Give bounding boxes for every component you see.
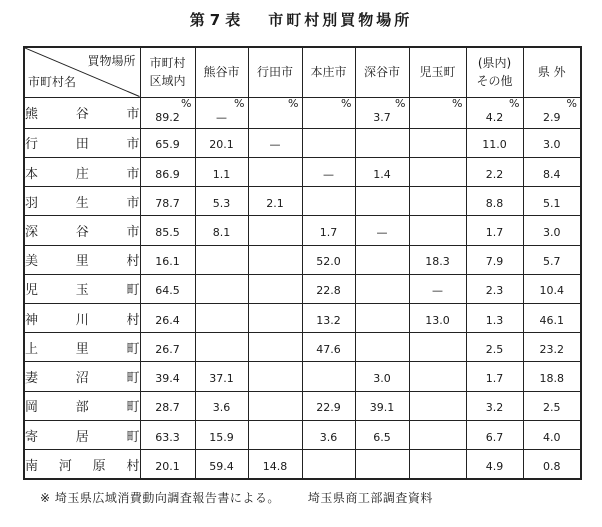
row-municipality-name: 南河原村 [24, 450, 140, 479]
table-row [24, 157, 581, 186]
corner-top-label: 買物場所 [87, 54, 136, 68]
cell-value: 2.3 [485, 284, 504, 298]
cell-value: 16.1 [155, 255, 180, 269]
percent-unit: % [181, 96, 192, 110]
value-cell [140, 450, 195, 479]
value-cell [248, 274, 302, 303]
cell-value: 6.7 [485, 430, 504, 444]
value-cell [195, 304, 248, 333]
value-cell [195, 216, 248, 245]
value-cell [302, 187, 355, 216]
value-cell [409, 97, 466, 128]
cell-value: 18.8 [539, 372, 564, 386]
row-municipality-name: 深谷市 [24, 216, 140, 245]
cell-value: — [432, 284, 443, 298]
cell-value: 1.7 [485, 226, 504, 239]
cell-value: 23.2 [539, 342, 564, 356]
value-cell [140, 128, 195, 157]
value-cell [523, 450, 581, 479]
cell-value: 3.0 [543, 138, 561, 152]
value-cell [466, 157, 523, 186]
title-prefix: 第 [189, 11, 207, 29]
percent-unit: % [509, 96, 520, 110]
row-municipality-name: 神川村 [24, 304, 140, 333]
cell-value: 2.5 [543, 401, 561, 415]
cell-value: 1.7 [319, 226, 338, 239]
value-cell [409, 304, 466, 333]
value-cell [355, 420, 409, 449]
value-cell [195, 274, 248, 303]
value-cell [355, 216, 409, 245]
cell-value: 4.2 [485, 111, 504, 125]
value-cell [466, 128, 523, 157]
cell-value: 22.9 [316, 401, 341, 415]
cell-value: — [269, 138, 281, 152]
cell-value: 2.1 [266, 196, 284, 210]
value-cell [140, 391, 195, 420]
value-cell [248, 391, 302, 420]
value-cell [409, 420, 466, 449]
table-row [24, 245, 581, 274]
value-cell [302, 333, 355, 362]
value-cell [466, 362, 523, 391]
value-cell [409, 450, 466, 479]
cell-value: 52.0 [316, 255, 341, 269]
cell-value: 1.3 [485, 313, 504, 327]
cell-value: 2.2 [485, 167, 504, 181]
value-cell [195, 97, 248, 128]
cell-value: 22.8 [316, 284, 341, 298]
row-municipality-name: 上里町 [24, 333, 140, 362]
table-row [24, 333, 581, 362]
cell-value: 11.0 [482, 138, 507, 152]
value-cell [195, 362, 248, 391]
cell-value: 3.2 [485, 401, 504, 415]
value-cell [355, 187, 409, 216]
cell-value: 8.4 [543, 167, 561, 181]
value-cell [248, 450, 302, 479]
cell-value: 4.9 [485, 459, 504, 473]
value-cell [140, 420, 195, 449]
cell-value: 18.3 [425, 255, 450, 269]
value-cell [140, 304, 195, 333]
value-cell [466, 420, 523, 449]
cell-value: 3.0 [543, 226, 561, 239]
col-header-other: (県内) その他 [466, 47, 523, 97]
value-cell [140, 187, 195, 216]
title-suffix: 表 [225, 11, 243, 29]
value-cell [248, 420, 302, 449]
value-cell [355, 97, 409, 128]
cell-value: 39.1 [369, 401, 395, 415]
cell-value: 2.9 [543, 111, 561, 125]
col-header-honjo: 本庄市 [302, 47, 355, 97]
value-cell [302, 391, 355, 420]
value-cell [302, 97, 355, 128]
footnote-mark: ※ [40, 491, 51, 505]
value-cell [523, 157, 581, 186]
value-cell [466, 245, 523, 274]
value-cell [355, 333, 409, 362]
value-cell [466, 97, 523, 128]
cell-value: 37.1 [209, 372, 234, 386]
cell-value: 20.1 [209, 138, 234, 152]
percent-unit: % [566, 96, 577, 110]
table-row [24, 187, 581, 216]
table-body [24, 97, 581, 479]
value-cell [355, 128, 409, 157]
value-cell [523, 274, 581, 303]
corner-bottom-label: 市町村名 [28, 74, 77, 89]
shopping-location-table [23, 46, 582, 480]
value-cell [248, 333, 302, 362]
cell-value: 64.5 [155, 284, 180, 298]
value-cell [523, 245, 581, 274]
value-cell [409, 391, 466, 420]
percent-unit: % [234, 96, 245, 110]
cell-value: 13.2 [316, 313, 341, 327]
value-cell [140, 97, 195, 128]
table-row [24, 128, 581, 157]
cell-value: 28.7 [155, 401, 180, 415]
value-cell [466, 333, 523, 362]
value-cell [248, 216, 302, 245]
value-cell [466, 304, 523, 333]
row-municipality-name: 妻沼町 [24, 362, 140, 391]
footnote-source-1: 埼玉県広域消費動向調査報告書による。 [54, 491, 280, 505]
value-cell [302, 216, 355, 245]
table-row [24, 420, 581, 449]
cell-value: 26.4 [155, 313, 180, 327]
value-cell [140, 245, 195, 274]
cell-value: 15.9 [209, 430, 234, 444]
row-municipality-name: 児玉町 [24, 274, 140, 303]
corner-header [24, 47, 140, 97]
cell-value: 0.8 [543, 459, 561, 473]
value-cell [355, 245, 409, 274]
title-name: 市町村別買物場所 [268, 11, 413, 29]
col-header-outside: 県 外 [523, 47, 581, 97]
col-header-fukaya: 深谷市 [355, 47, 409, 97]
table-row [24, 97, 581, 128]
cell-value: 2.5 [485, 342, 504, 356]
cell-value: 6.5 [373, 430, 391, 444]
value-cell [466, 391, 523, 420]
cell-value: 65.9 [155, 138, 180, 152]
table-row [24, 391, 581, 420]
table-title [0, 9, 602, 30]
row-municipality-name: 岡部町 [24, 391, 140, 420]
value-cell [409, 333, 466, 362]
percent-unit: % [395, 96, 406, 110]
value-cell [140, 333, 195, 362]
percent-unit: % [452, 96, 463, 110]
value-cell [523, 391, 581, 420]
col-header-gyoda: 行田市 [248, 47, 302, 97]
percent-unit: % [288, 96, 299, 110]
value-cell [355, 362, 409, 391]
value-cell [302, 274, 355, 303]
value-cell [248, 362, 302, 391]
value-cell [409, 362, 466, 391]
value-cell [523, 97, 581, 128]
value-cell [195, 245, 248, 274]
value-cell [195, 450, 248, 479]
cell-value: — [376, 226, 388, 239]
row-municipality-name: 寄居町 [24, 420, 140, 449]
value-cell [248, 304, 302, 333]
percent-unit: % [341, 96, 352, 110]
row-municipality-name: 本庄市 [24, 157, 140, 186]
cell-value: 1.1 [212, 167, 231, 181]
value-cell [302, 304, 355, 333]
value-cell [409, 216, 466, 245]
table-row [24, 216, 581, 245]
value-cell [523, 362, 581, 391]
cell-value: 26.7 [155, 342, 180, 356]
col-header-kodama: 児玉町 [409, 47, 466, 97]
row-municipality-name: 熊谷市 [24, 97, 140, 128]
value-cell [248, 128, 302, 157]
value-cell [248, 187, 302, 216]
value-cell [302, 362, 355, 391]
cell-value: 1.7 [485, 372, 504, 386]
value-cell [409, 157, 466, 186]
cell-value: 8.1 [212, 226, 231, 239]
cell-value: 5.7 [543, 255, 561, 269]
cell-value: 3.0 [373, 372, 391, 386]
cell-value: 13.0 [425, 313, 450, 327]
value-cell [523, 333, 581, 362]
cell-value: 46.1 [539, 313, 564, 327]
table-row [24, 274, 581, 303]
value-cell [248, 157, 302, 186]
value-cell [409, 274, 466, 303]
value-cell [302, 157, 355, 186]
value-cell [466, 187, 523, 216]
value-cell [466, 450, 523, 479]
value-cell [195, 420, 248, 449]
cell-value: 39.4 [155, 372, 180, 386]
value-cell [302, 245, 355, 274]
value-cell [355, 304, 409, 333]
row-municipality-name: 羽生市 [24, 187, 140, 216]
value-cell [523, 216, 581, 245]
row-municipality-name: 美里村 [24, 245, 140, 274]
value-cell [409, 128, 466, 157]
table-row [24, 304, 581, 333]
value-cell [355, 157, 409, 186]
value-cell [140, 274, 195, 303]
value-cell [466, 274, 523, 303]
value-cell [355, 450, 409, 479]
value-cell [195, 391, 248, 420]
value-cell [523, 187, 581, 216]
cell-value: 14.8 [262, 459, 288, 473]
value-cell [140, 216, 195, 245]
value-cell [302, 420, 355, 449]
value-cell [466, 216, 523, 245]
cell-value: 1.4 [373, 167, 391, 181]
value-cell [302, 450, 355, 479]
footnote [40, 489, 433, 506]
cell-value: 10.4 [539, 284, 564, 298]
footnote-source-2: 埼玉県商工部調査資料 [307, 491, 433, 505]
value-cell [409, 245, 466, 274]
cell-value: 5.1 [543, 196, 561, 210]
cell-value: 3.6 [212, 401, 231, 415]
value-cell [140, 157, 195, 186]
cell-value: 5.3 [212, 196, 231, 210]
value-cell [195, 128, 248, 157]
col-header-area: 市町村 区域内 [140, 47, 195, 97]
cell-value: 47.6 [316, 342, 341, 356]
value-cell [140, 362, 195, 391]
cell-value: 3.6 [319, 430, 338, 444]
header-row [24, 47, 581, 97]
cell-value: 85.5 [155, 226, 180, 239]
value-cell [523, 420, 581, 449]
value-cell [355, 391, 409, 420]
table-row [24, 450, 581, 479]
cell-value: 59.4 [209, 459, 234, 473]
row-municipality-name: 行田市 [24, 128, 140, 157]
cell-value: 7.9 [485, 255, 504, 269]
cell-value: 20.1 [155, 459, 180, 473]
value-cell [409, 187, 466, 216]
cell-value: 78.7 [155, 196, 180, 210]
cell-value: 4.0 [543, 430, 561, 444]
value-cell [355, 274, 409, 303]
cell-value: — [323, 167, 334, 181]
cell-value: — [216, 111, 227, 125]
value-cell [523, 128, 581, 157]
cell-value: 63.3 [155, 430, 180, 444]
value-cell [195, 187, 248, 216]
value-cell [302, 128, 355, 157]
cell-value: 3.7 [373, 111, 391, 125]
cell-value: 86.9 [155, 167, 180, 181]
value-cell [195, 333, 248, 362]
value-cell [523, 304, 581, 333]
value-cell [195, 157, 248, 186]
cell-value: 89.2 [155, 111, 180, 125]
col-header-kumagaya: 熊谷市 [195, 47, 248, 97]
title-number: 7 [209, 11, 223, 29]
value-cell [248, 97, 302, 128]
table-row [24, 362, 581, 391]
value-cell [248, 245, 302, 274]
cell-value: 8.8 [485, 196, 504, 210]
